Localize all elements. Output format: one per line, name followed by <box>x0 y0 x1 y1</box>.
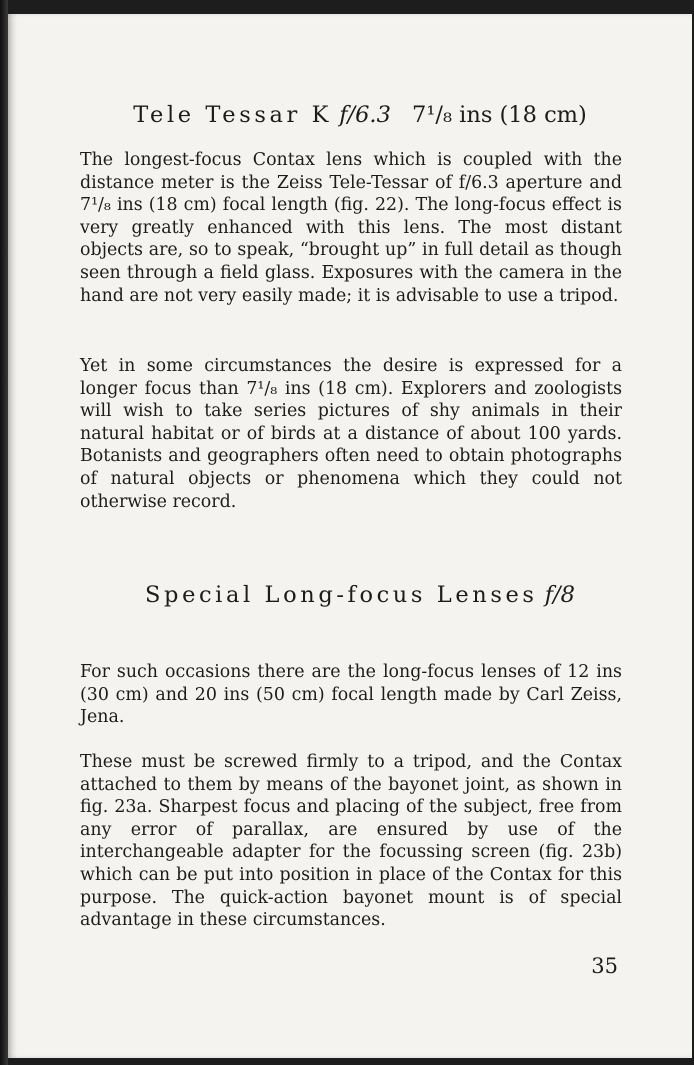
book-page <box>8 14 692 1058</box>
heading-focal-length: 7¹/₈ ins (18 cm) <box>412 102 587 128</box>
book-binding-edge <box>0 0 8 1065</box>
heading-aperture: f/8 <box>544 582 575 608</box>
paragraph: Yet in some circumstances the desire is expressed for a longer focus than 7¹/₈ ins (18 cm). Explorers and zoologists will wish to take series pictures of shy animals in their natural habitat or of birds at a distance of about 100 yards. Botanists and geographers often need to obtain photographs of natural objects or phenomena which they could not otherwise record. <box>80 356 622 512</box>
heading-title: Special Long-focus Lenses <box>145 582 538 608</box>
heading-title: Tele Tessar K <box>133 102 333 128</box>
paragraph: These must be screwed firmly to a tripod, and the Contax attached to them by means of the bayonet joint, as shown in fig. 23a. Sharpest focus and placing of the subject, free from any error of parallax, are ensured by use of the interchangeable adapter for the focussing screen (fig. 23b) which can be put into position in place of the Contax for this purpose. The quick-action bayonet mount is of special advantage in these circumstances. <box>80 752 622 931</box>
paragraph: The longest-focus Contax lens which is coupled with the distance meter is the Zeiss Tele-Tessar of f/6.3 aperture and 7¹/₈ ins (18 cm) focal length (fig. 22). The long-focus effect is very greatly enhanced with this lens. The most distant objects are, so to speak, “brought up” in full detail as though seen through a field glass. Exposures with the camera in the hand are not very easily made; it is advisable to use a tripod. <box>80 150 622 306</box>
section-heading-tele-tessar <box>80 102 640 128</box>
section-heading-long-focus <box>80 582 640 608</box>
paragraph: For such occasions there are the long-focus lenses of 12 ins (30 cm) and 20 ins (50 cm) focal length made by Carl Zeiss, Jena. <box>80 662 622 728</box>
page-number: 35 <box>591 954 618 978</box>
heading-aperture: f/6.3 <box>339 102 391 128</box>
